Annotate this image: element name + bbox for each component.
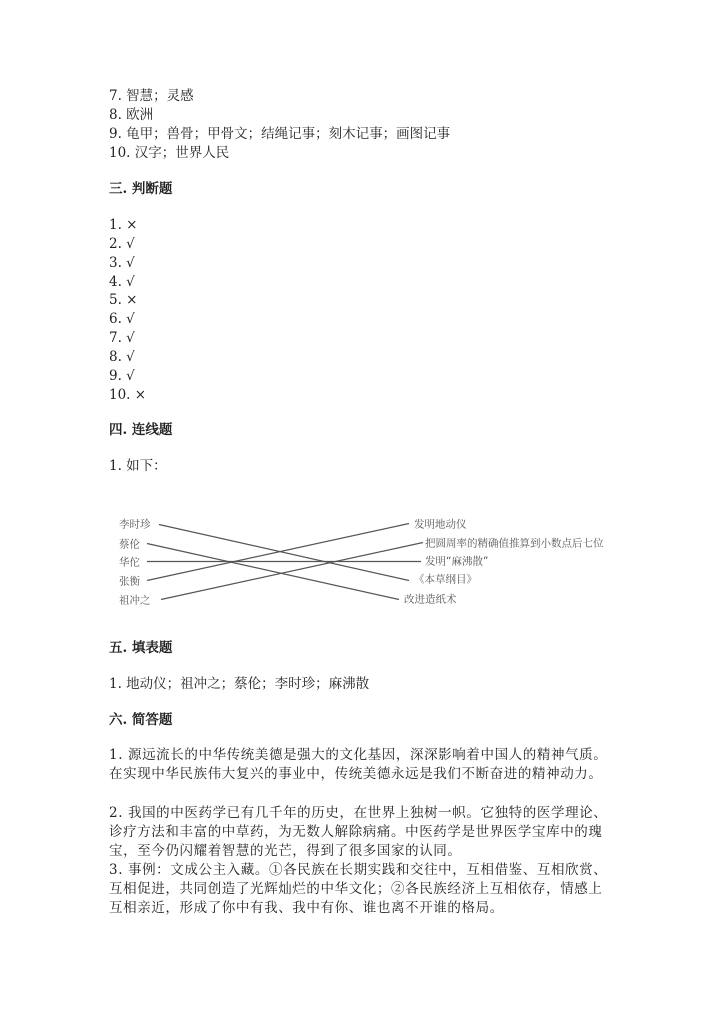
judgement-item: 4. √: [109, 274, 135, 290]
judgement-item: 3. √: [109, 255, 135, 271]
match-line: [161, 543, 423, 600]
matching-diagram: [109, 505, 629, 610]
answer-line-9: 9. 龟甲；兽骨；甲骨文；结绳记事；刻木记事；画图记事: [109, 126, 451, 142]
right-item: 把圆周率的精确值推算到小数点后七位: [425, 537, 604, 550]
answer-line-7: 7. 智慧；灵感: [109, 88, 194, 104]
judgement-item: 7. √: [109, 330, 135, 346]
section-heading-short-answer: 六. 简答题: [109, 712, 173, 728]
left-item: 李时珍: [119, 518, 151, 531]
table-answer: 1. 地动仪；祖冲之；蔡伦；李时珍；麻沸散: [109, 676, 370, 692]
right-item: 《本草纲目》: [414, 573, 477, 586]
judgement-item: 9. √: [109, 368, 135, 384]
judgement-item: 6. √: [109, 311, 135, 327]
answer-line-10: 10. 汉字；世界人民: [109, 145, 230, 161]
answer-line-8: 8. 欧洲: [109, 107, 154, 123]
short-answer-3: 3. 事例：文成公主入藏。①各民族在长期实践和交往中，互相借鉴、互相欣赏、互相促进，共同创造了光辉灿烂的中华文化；②各民族经济上互相依存，情感上互相亲近，形成了你中有我、我中有你、谁也离不开谁的格局。: [109, 862, 608, 917]
judgement-item: 1. ×: [109, 217, 138, 233]
right-item: 发明“麻沸散”: [425, 555, 489, 568]
match-line: [147, 544, 399, 600]
left-item: 华佗: [119, 556, 140, 569]
judgement-item: 10. ×: [109, 387, 147, 403]
section-heading-judgement: 三. 判断题: [109, 181, 173, 197]
short-answer-1: 1. 源远流长的中华传统美德是强大的文化基因，深深影响着中国人的精神气质。在实现中华民族伟大复兴的事业中，传统美德永远是我们不断奋进的精神动力。: [109, 747, 608, 783]
right-item: 发明地动仪: [414, 518, 467, 531]
match-line: [159, 525, 409, 581]
short-answer-2: 2. 我国的中医药学已有几千年的历史，在世界上独树一帜。它独特的医学理论、诊疗方法和丰富的中草药，为无数人解除病痛。中医药学是世界医学宝库中的瑰宝，至今仍闪耀着智慧的光芒，得到了很多国家的认同。: [109, 805, 608, 860]
right-item: 改进造纸术: [404, 593, 457, 606]
judgement-item: 2. √: [109, 236, 135, 252]
left-item: 蔡伦: [119, 538, 140, 551]
left-item: 张衡: [119, 575, 140, 588]
section-heading-matching: 四. 连线题: [109, 422, 173, 438]
matching-intro: 1. 如下：: [109, 458, 167, 474]
judgement-item: 5. ×: [109, 292, 138, 308]
section-heading-table: 五. 填表题: [109, 640, 173, 656]
left-item: 祖冲之: [119, 594, 151, 607]
judgement-item: 8. √: [109, 349, 135, 365]
